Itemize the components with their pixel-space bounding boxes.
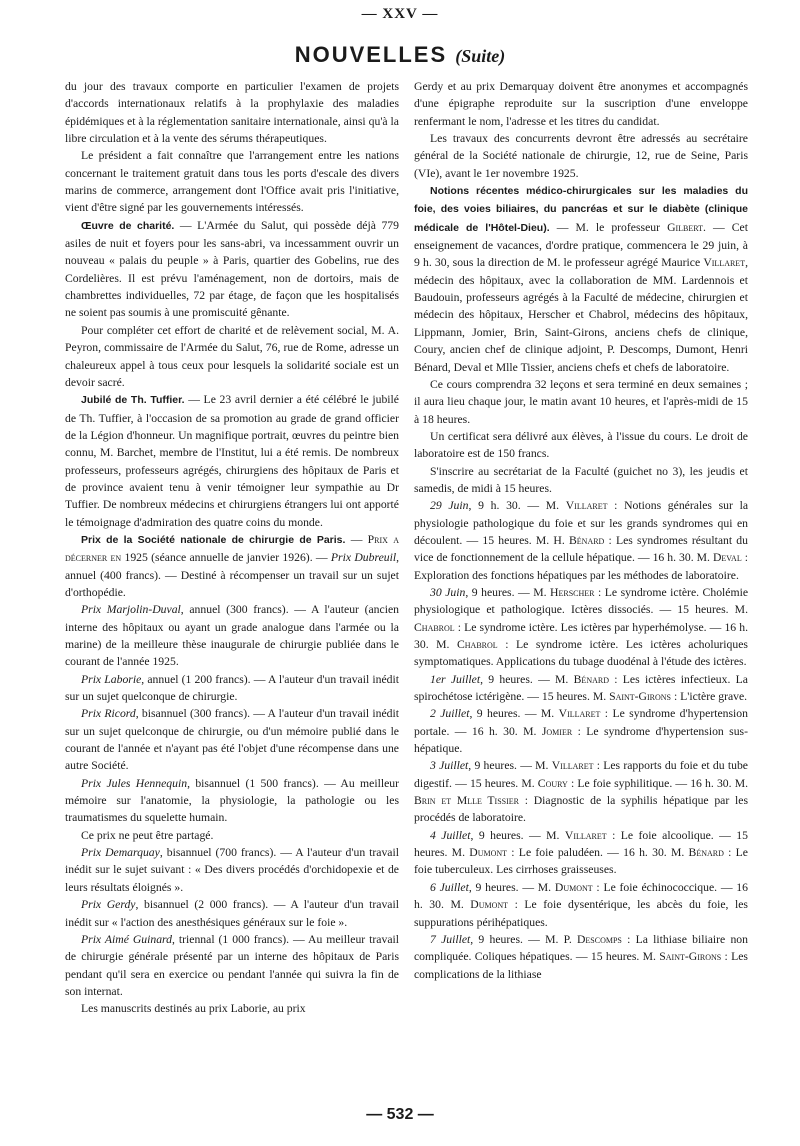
paragraph: Un certificat sera délivré aux élèves, à l'issue du cours. Le droit de laboratoire est de 150 francs. <box>414 429 748 461</box>
schedule-day: 2 Juillet, 9 heures. — M. Villaret : Le syndrome d'hypertension portale. — 16 h. 30. M. Jomier : Le syndrome d'hypertension sus-hépatique. <box>414 707 748 756</box>
prize-entry: Prix Jules Hennequin, bisannuel (1 500 francs). — Au meilleur mémoire sur l'anatomie, la physiologie, la pathologie ou les traumatismes du squelette humain. <box>65 776 399 825</box>
schedule-day: 7 Juillet, 9 heures. — M. P. Descomps : La lithiase biliaire non compliquée. Coliques hépatiques. — 15 heures. M. Saint-Girons : Les complications de la lithiase <box>414 932 748 981</box>
news-heading: Prix de la Société nationale de chirurgie de Paris. <box>81 533 346 546</box>
paragraph: Pour compléter cet effort de charité et de relèvement social, M. A. Peyron, commissaire de l'Armée du Salut, 76, rue de Rome, adresse un chaleureux appel à tous ceux pour lesquels la solidarité sociale est un devoir sacré. <box>65 323 399 389</box>
paragraph: Les travaux des concurrents devront être adressés au secrétaire général de la Société nationale de chirurgie, 12, rue de Seine, Paris (VIe), avant le 1er novembre 1925. <box>414 132 748 180</box>
news-item-prix-societe: Prix de la Société nationale de chirurgie de Paris. — Prix a décerner en 1925 (séance annuelle de janvier 1926). — Prix Dubreuil, annuel (400 francs). — Destiné à récompenser un travail sur un sujet d'orthopédie. <box>65 532 400 599</box>
paragraph: Le président a fait connaître que l'arrangement entre les nations concernant le traitement gratuit dans tous les ports d'escale des divers marins de commerce, arrangement dont l'Office avait pris l'initiative, vient d'être signé par les gouvernements intéressés. <box>65 149 399 215</box>
paragraph: Ce cours comprendra 32 leçons et sera terminé en deux semaines ; il aura lieu chaque jour, le matin avant 10 heures, et l'après-midi de 15 à 18 heures. <box>414 377 748 426</box>
section-roman-numeral: — XXV — <box>361 6 439 22</box>
schedule-day: 3 Juillet, 9 heures. — M. Villaret : Les rapports du foie et du tube digestif. — 15 heures. M. Coury : Le foie syphilitique. — 16 h. 30. M. Brin et Mlle Tissier : Diagnostic de la syphilis hépatique par les procédés de laboratoire. <box>414 759 749 825</box>
schedule-day: 1er Juillet, 9 heures. — M. Bénard : Les ictères infectieux. La spirochétose ictérigène. — 15 heures. M. Saint-Girons : L'ictère grave. <box>414 672 748 704</box>
right-column <box>414 78 748 983</box>
prize-entry: Prix Laborie, annuel (1 200 francs). — A l'auteur d'un travail inédit sur un sujet quelconque de chirurgie. <box>65 672 399 704</box>
schedule-day: 29 Juin, 9 h. 30. — M. Villaret : Notions générales sur la physiologie pathologique du foie et sur les grands syndromes qui en découlent. — 15 heures. M. H. Bénard : Les syndromes résultant du vice de fonctionnement de la cellule hépatique. — 16 h. 30. M. Deval : Exploration des fonctions hépatiques par les méthodes de laboratoire. <box>414 499 749 582</box>
paragraph: S'inscrire au secrétariat de la Faculté (guichet no 3), les jeudis et samedis, de midi à 15 heures. <box>414 464 748 495</box>
schedule-day: 6 Juillet, 9 heures. — M. Dumont : Le foie échinococcique. — 16 h. 30. M. Dumont : Le foie dysentérique, les abcès du foie, les suppurations périhépatiques. <box>414 880 748 929</box>
prize-entry: Prix Aimé Guinard, triennal (1 000 francs). — Au meilleur travail de chirurgie générale présenté par un interne des hôpitaux de Paris pendant qu'il sera en exercice ou pendant l'année qui suivra la fin de son internat. <box>65 932 399 998</box>
paragraph: Gerdy et au prix Demarquay doivent être anonymes et accompagnés d'une épigraphe reproduite sur la suscription d'une enveloppe renfermant le nom, l'adresse et les titres du candidat. <box>414 80 748 128</box>
prize-entry: Prix Marjolin-Duval, annuel (300 francs). — A l'auteur (ancien interne des hôpitaux ou ayant un grade analogue dans l'armée ou la marine) de la meilleure thèse inaugurale de chirurgie publiée dans le courant de l'année 1925. <box>65 603 399 669</box>
news-heading: Jubilé de Th. Tuffier. <box>81 394 185 407</box>
prize-entry: Prix Ricord, bisannuel (300 francs). — A l'auteur d'un travail inédit sur un sujet quelconque de chirurgie, ou d'un mémoire publié dans le courant de l'année et n'ayant pas été l'objet d'une récompense dans une autre Société. <box>65 707 399 773</box>
page-number: — 532 — <box>366 1106 434 1123</box>
paragraph: Ce prix ne peut être partagé. <box>81 828 214 842</box>
schedule-day: 4 Juillet, 9 heures. — M. Villaret : Le foie alcoolique. — 15 heures. M. Dumont : Le foie paludéen. — 16 h. 30. M. Bénard : Le foie tuberculeux. Les cirrhoses graisseuses. <box>414 828 748 877</box>
news-heading: Notions récentes médico-chirurgicales sur les maladies du foie, des voies biliaires, du pancréas et sur le diabète (clinique médicale de l'Hôtel-Dieu). <box>414 185 748 234</box>
news-item-oeuvre-charite: Œuvre de charité. — L'Armée du Salut, qui possède déjà 779 asiles de nuit et foyers pour les sans-abri, va incessamment ouvrir un nouveau « palais du peuple » à Paris, quartier des Gobelins, rue des Cordelières. Il est prévu l'aménagement, non de dortoirs, mais de chambrettes individuelles, 72 par étage, de façon que les hospitalisés ne soient pas soumis à une promiscuité gênante. <box>65 218 399 320</box>
news-item-jubile-tuffier: Jubilé de Th. Tuffier. — Le 23 avril dernier a été célébré le jubilé de Th. Tuffier, à l'occasion de sa promotion au grade de grand officier de la Légion d'honneur. Un magnifique portrait, œuvres du peintre bien connu, M. Barchet, membre de l'Institut, lui a été remis. De nombreux professeurs, professeurs agrégés, chirurgiens des hôpitaux de Paris et de province avaient tenu à venir témoigner leur sympathie au Dr Tuffier. De nombreux médecins et chirurgiens étrangers lui ont apporté le témoignage d'admiration des quatre coins du monde. <box>65 393 399 529</box>
prize-entry: Prix Gerdy, bisannuel (2 000 francs). — A l'auteur d'un travail inédit sur « l'action des anesthésiques généraux sur le foie ». <box>65 898 399 929</box>
paragraph: Les manuscrits destinés au prix Laborie, au prix <box>81 1002 306 1016</box>
prize-entry: Prix Demarquay, bisannuel (700 francs). — A l'auteur d'un travail inédit sur le sujet suivant : « Des divers procédés d'orchidopexie et de leurs résultats éloignés ». <box>65 846 399 894</box>
news-heading: Œuvre de charité. <box>81 219 175 232</box>
title-main: NOUVELLES <box>294 42 448 67</box>
page-title <box>0 42 800 68</box>
paragraph: du jour des travaux comporte en particulier l'examen de projets d'accords internationaux relatifs à la prophylaxie des maladies épidémiques et à la réglementation sanitaire internationale, ainsi qu'à la libre circulation et à la vente des sérums thérapeutiques. <box>65 80 399 146</box>
title-suite: (Suite) <box>455 46 506 66</box>
news-item-notions-recentes: Notions récentes médico-chirurgicales sur les maladies du foie, des voies biliaires, du pancréas et sur le diabète (clinique médicale de l'Hôtel-Dieu). — M. le professeur Gilbert. — Cet enseignement de vacances, d'ordre pratique, commencera le 29 juin, à 9 h. 30, sous la direction de M. le professeur agrégé Maurice Villaret, médecin des hôpitaux, avec la collaboration de MM. Lardennois et Baudouin, professeurs agrégés à la Faculté de médecine, chirurgien et médecin des hôpitaux, Herscher et Chabrol, médecins des hôpitaux, Lippmann, Jomier, Brin, Saint-Girons, anciens chefs de clinique, Coury, ancien chef de clinique adjoint, P. Descomps, Dumont, Henri Bénard, Deval et Mlle Tissier, anciens chefs et chefs de laboratoire. <box>414 185 748 374</box>
schedule-day: 30 Juin, 9 heures. — M. Herscher : Le syndrome ictère. Cholémie physiologique et pathologique. Ictères dissociés. — 15 heures. M. Chabrol : Le syndrome ictère. Les ictères par hyperhémolyse. — 16 h. 30. M. Chabrol : Le syndrome ictère. Les ictères acholuriques symptomatiques. Applications du tubage duodénal à l'étude des ictères. <box>414 585 749 669</box>
left-column <box>65 78 399 1018</box>
